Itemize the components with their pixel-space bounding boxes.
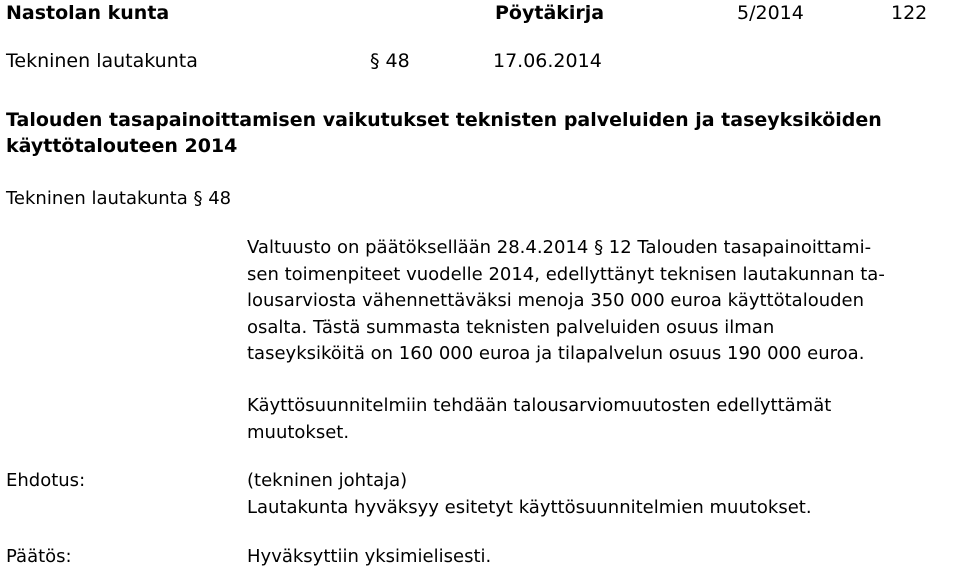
paragraph-2-line: muutokset.: [247, 421, 350, 443]
paragraph-1-line: sen toimenpiteet vuodelle 2014, edellyttänyt teknisen lautakunnan ta-: [247, 263, 885, 285]
committee-name: Tekninen lautakunta: [6, 50, 198, 72]
decision-label: Päätös:: [6, 546, 72, 567]
meeting-date: 17.06.2014: [493, 50, 602, 72]
decision-text: Hyväksyttiin yksimielisesti.: [247, 546, 492, 567]
paragraph-1-line: osalta. Tästä summasta teknisten palveluiden osuus ilman: [247, 316, 775, 338]
proposal-text: Lautakunta hyväksyy esitetyt käyttösuunnitelmien muutokset.: [247, 496, 812, 518]
body-paragraph-1: [247, 235, 937, 368]
sub-reference: Tekninen lautakunta § 48: [6, 188, 232, 209]
proposal-block: [247, 468, 937, 521]
document-type: Pöytäkirja: [495, 2, 605, 24]
title-line-2: käyttötalouteen 2014: [6, 135, 238, 157]
proposal-author: (tekninen johtaja): [247, 470, 408, 491]
page-number: 122: [891, 2, 928, 24]
organization-name: Nastolan kunta: [6, 2, 170, 24]
proposal-label: Ehdotus:: [6, 470, 86, 491]
paragraph-2-line: Käyttösuunnitelmiin tehdään talousarviomuutosten edellyttämät: [247, 395, 832, 416]
document-number: 5/2014: [737, 2, 804, 24]
paragraph-1-line: lousarviosta vähennettäväksi menoja 350 000 euroa käyttötalouden: [247, 290, 865, 311]
title-line-1: Talouden tasapainoittamisen vaikutukset teknisten palveluiden ja taseyksiköiden: [6, 109, 882, 131]
section-number: § 48: [370, 50, 410, 72]
body-paragraph-2: [247, 393, 937, 446]
paragraph-1-line: Valtuusto on päätöksellään 28.4.2014 § 12 Talouden tasapainoittami-: [247, 237, 872, 258]
decision-block: [247, 544, 937, 571]
paragraph-1-line: taseyksiköitä on 160 000 euroa ja tilapalvelun osuus 190 000 euroa.: [247, 343, 865, 364]
